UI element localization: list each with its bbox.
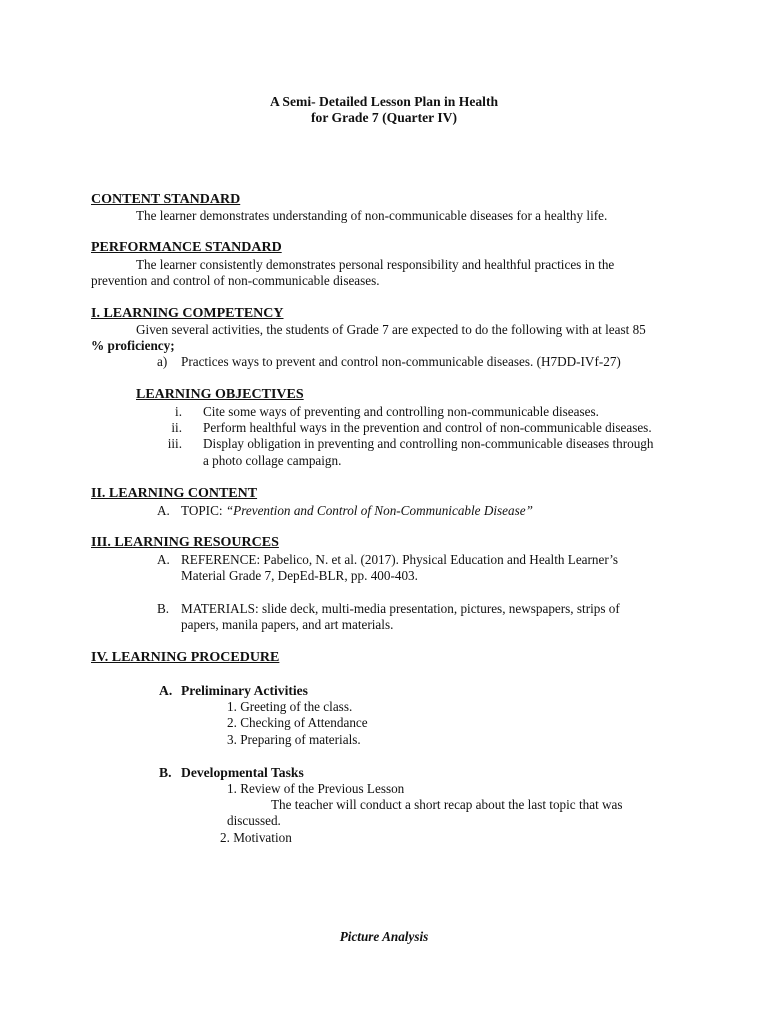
materials-line2: papers, manila papers, and art materials. bbox=[181, 617, 394, 632]
objective-marker: ii. bbox=[171, 420, 182, 435]
topic-title: “Prevention and Control of Non-Communicable Disease” bbox=[225, 503, 533, 518]
preliminary-item: 2. Checking of Attendance bbox=[227, 715, 368, 730]
preliminary-title: Preliminary Activities bbox=[181, 683, 308, 698]
performance-standard-line1: The learner consistently demonstrates personal responsibility and healthful practices in the bbox=[136, 257, 615, 272]
content-standard-text: The learner demonstrates understanding of non-communicable diseases for a healthy life. bbox=[136, 208, 608, 223]
developmental-item: 2. Motivation bbox=[220, 830, 292, 845]
learning-content-heading: II. LEARNING CONTENT bbox=[91, 486, 258, 501]
developmental-title: Developmental Tasks bbox=[181, 765, 304, 780]
objective-text-continued: a photo collage campaign. bbox=[203, 453, 342, 468]
learning-competency-line1: Given several activities, the students of Grade 7 are expected to do the following with at least 85 bbox=[136, 322, 646, 337]
materials-marker: B. bbox=[157, 601, 170, 616]
page-subtitle: for Grade 7 (Quarter IV) bbox=[311, 110, 457, 125]
learning-procedure-heading: IV. LEARNING PROCEDURE bbox=[91, 650, 280, 665]
preliminary-item: 1. Greeting of the class. bbox=[227, 699, 353, 714]
reference-line1: REFERENCE: Pabelico, N. et al. (2017). Physical Education and Health Learner’s bbox=[181, 552, 619, 567]
learning-competency-heading: I. LEARNING COMPETENCY bbox=[91, 306, 284, 321]
learning-content-marker: A. bbox=[157, 503, 170, 518]
reference-line2: Material Grade 7, DepEd-BLR, pp. 400-403. bbox=[181, 568, 418, 583]
preliminary-item: 3. Preparing of materials. bbox=[227, 732, 361, 747]
developmental-item-detail: The teacher will conduct a short recap about the last topic that was bbox=[271, 797, 623, 812]
page-title: A Semi- Detailed Lesson Plan in Health bbox=[269, 94, 499, 109]
learning-competency-line2: % proficiency; bbox=[91, 338, 175, 353]
materials-line1: MATERIALS: slide deck, multi-media presentation, pictures, newspapers, strips of bbox=[181, 601, 620, 616]
reference-marker: A. bbox=[157, 552, 170, 567]
learning-content-topic bbox=[181, 503, 533, 519]
competency-item-text: Practices ways to prevent and control non-communicable diseases. (H7DD-IVf-27) bbox=[181, 354, 621, 369]
learning-resources-heading: III. LEARNING RESOURCES bbox=[91, 535, 279, 550]
content-standard-heading: CONTENT STANDARD bbox=[91, 192, 241, 207]
performance-standard-heading: PERFORMANCE STANDARD bbox=[91, 240, 282, 255]
picture-analysis-heading: Picture Analysis bbox=[339, 929, 429, 944]
developmental-item-detail-continued: discussed. bbox=[227, 813, 281, 828]
learning-objectives-heading: LEARNING OBJECTIVES bbox=[136, 387, 304, 402]
developmental-marker: B. bbox=[159, 765, 172, 780]
objective-text: Display obligation in preventing and controlling non-communicable diseases through bbox=[203, 436, 654, 451]
topic-label: TOPIC: bbox=[181, 503, 223, 518]
objective-text: Cite some ways of preventing and controlling non-communicable diseases. bbox=[203, 404, 599, 419]
developmental-item: 1. Review of the Previous Lesson bbox=[227, 781, 405, 796]
preliminary-marker: A. bbox=[159, 683, 173, 698]
competency-item-marker: a) bbox=[157, 354, 168, 369]
performance-standard-line2: prevention and control of non-communicable diseases. bbox=[91, 273, 380, 288]
objective-marker: iii. bbox=[167, 436, 182, 451]
objective-text: Perform healthful ways in the prevention and control of non-communicable diseases. bbox=[203, 420, 652, 435]
objective-marker: i. bbox=[175, 404, 182, 419]
